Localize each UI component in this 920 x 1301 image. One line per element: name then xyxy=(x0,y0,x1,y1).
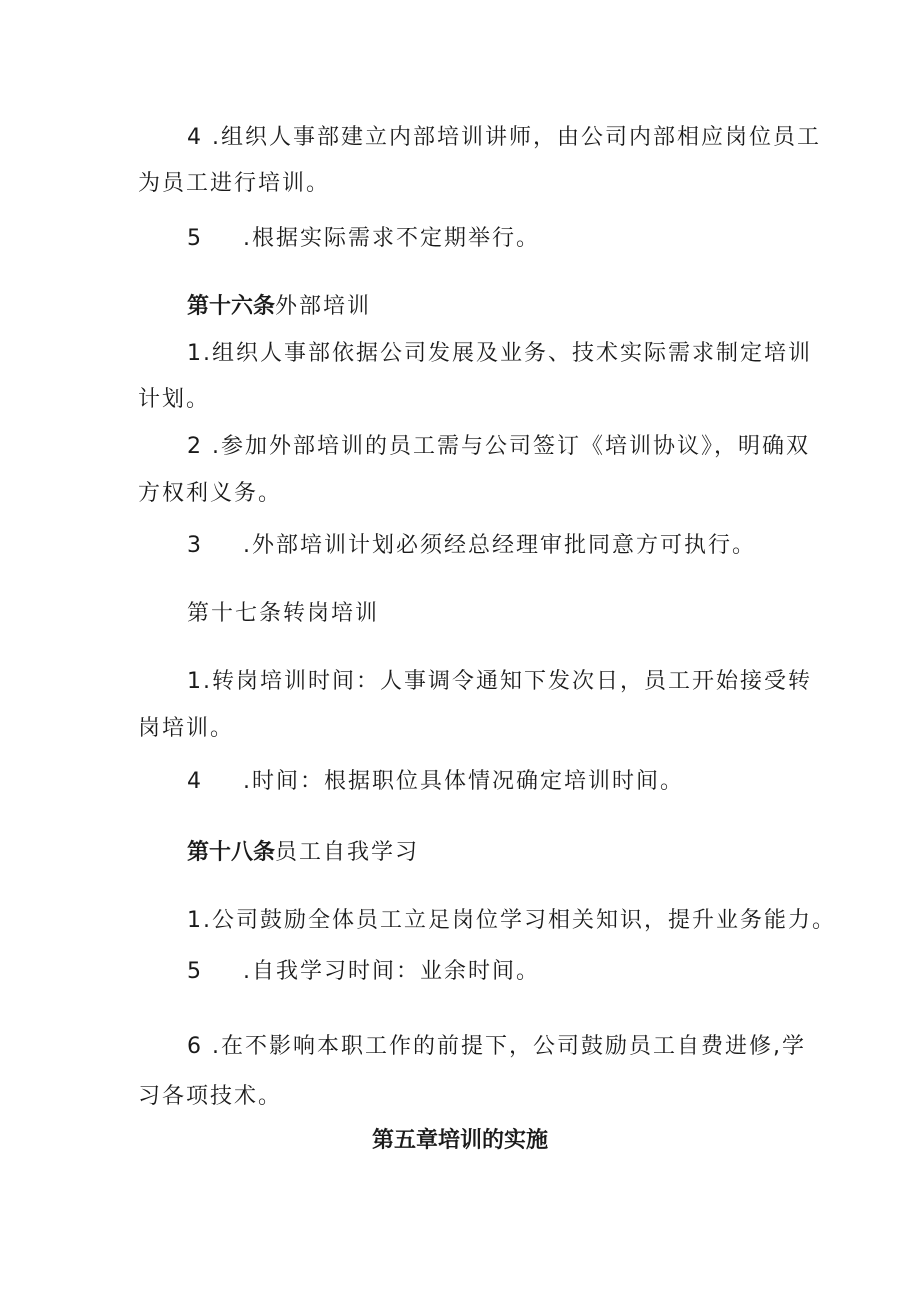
item-number: 5 xyxy=(187,959,203,984)
item-continuation: 方权利义务。 xyxy=(138,481,283,506)
item-continuation: 习各项技术。 xyxy=(138,1084,283,1109)
item-2 xyxy=(187,433,810,461)
article-number: 第十六条 xyxy=(187,294,276,319)
item-continuation: 计划。 xyxy=(138,387,211,412)
item-text: 组织人事部依据公司发展及业务、技术实际需求制定培训 xyxy=(212,341,813,366)
item-text: .时间：根据职位具体情况确定培训时间。 xyxy=(243,769,684,794)
article-title: 员工自我学习 xyxy=(275,840,420,865)
article-title: 外部培训 xyxy=(275,294,372,319)
article-number: 第十八条 xyxy=(187,840,276,865)
article-18-heading xyxy=(187,839,419,867)
item-3 xyxy=(187,532,756,560)
item-number: 4 xyxy=(187,125,203,150)
item-continuation: 岗培训。 xyxy=(138,716,235,741)
item-number: 1. xyxy=(187,908,212,933)
item-text: .组织人事部建立内部培训讲师，由公司内部相应岗位员工 xyxy=(212,125,821,150)
item-4 xyxy=(187,768,684,796)
item-number: 6 xyxy=(187,1034,203,1059)
item-6 xyxy=(187,1033,806,1061)
item-text: .参加外部培训的员工需与公司签订《培训协议》，明确双 xyxy=(212,434,810,459)
chapter-heading: 第五章培训的实施 xyxy=(371,1128,548,1153)
item-text: .自我学习时间：业余时间。 xyxy=(243,959,540,984)
item-5 xyxy=(187,958,540,986)
item-number: 4 xyxy=(187,769,203,794)
item-5 xyxy=(187,225,540,253)
item-number: 2 xyxy=(187,434,203,459)
item-4 xyxy=(187,124,821,152)
item-continuation: 为员工进行培训。 xyxy=(138,171,331,196)
item-number: 1. xyxy=(187,669,212,694)
item-1 xyxy=(187,907,836,935)
item-number: 1. xyxy=(187,341,212,366)
item-text: .根据实际需求不定期举行。 xyxy=(243,226,540,251)
item-text: 转岗培训时间：人事调令通知下发次日，员工开始接受转 xyxy=(212,669,813,694)
item-number: 5 xyxy=(187,226,203,251)
article-17-heading: 第十七条转岗培训 xyxy=(187,601,380,626)
article-16-heading xyxy=(187,293,371,321)
item-number: 3 xyxy=(187,533,203,558)
item-1 xyxy=(187,668,812,696)
item-text: .在不影响本职工作的前提下，公司鼓励员工自费进修,学 xyxy=(212,1034,806,1059)
item-1 xyxy=(187,340,812,368)
item-text: .外部培训计划必须经总经理审批同意方可执行。 xyxy=(243,533,756,558)
item-text: 公司鼓励全体员工立足岗位学习相关知识，提升业务能力。 xyxy=(212,908,837,933)
